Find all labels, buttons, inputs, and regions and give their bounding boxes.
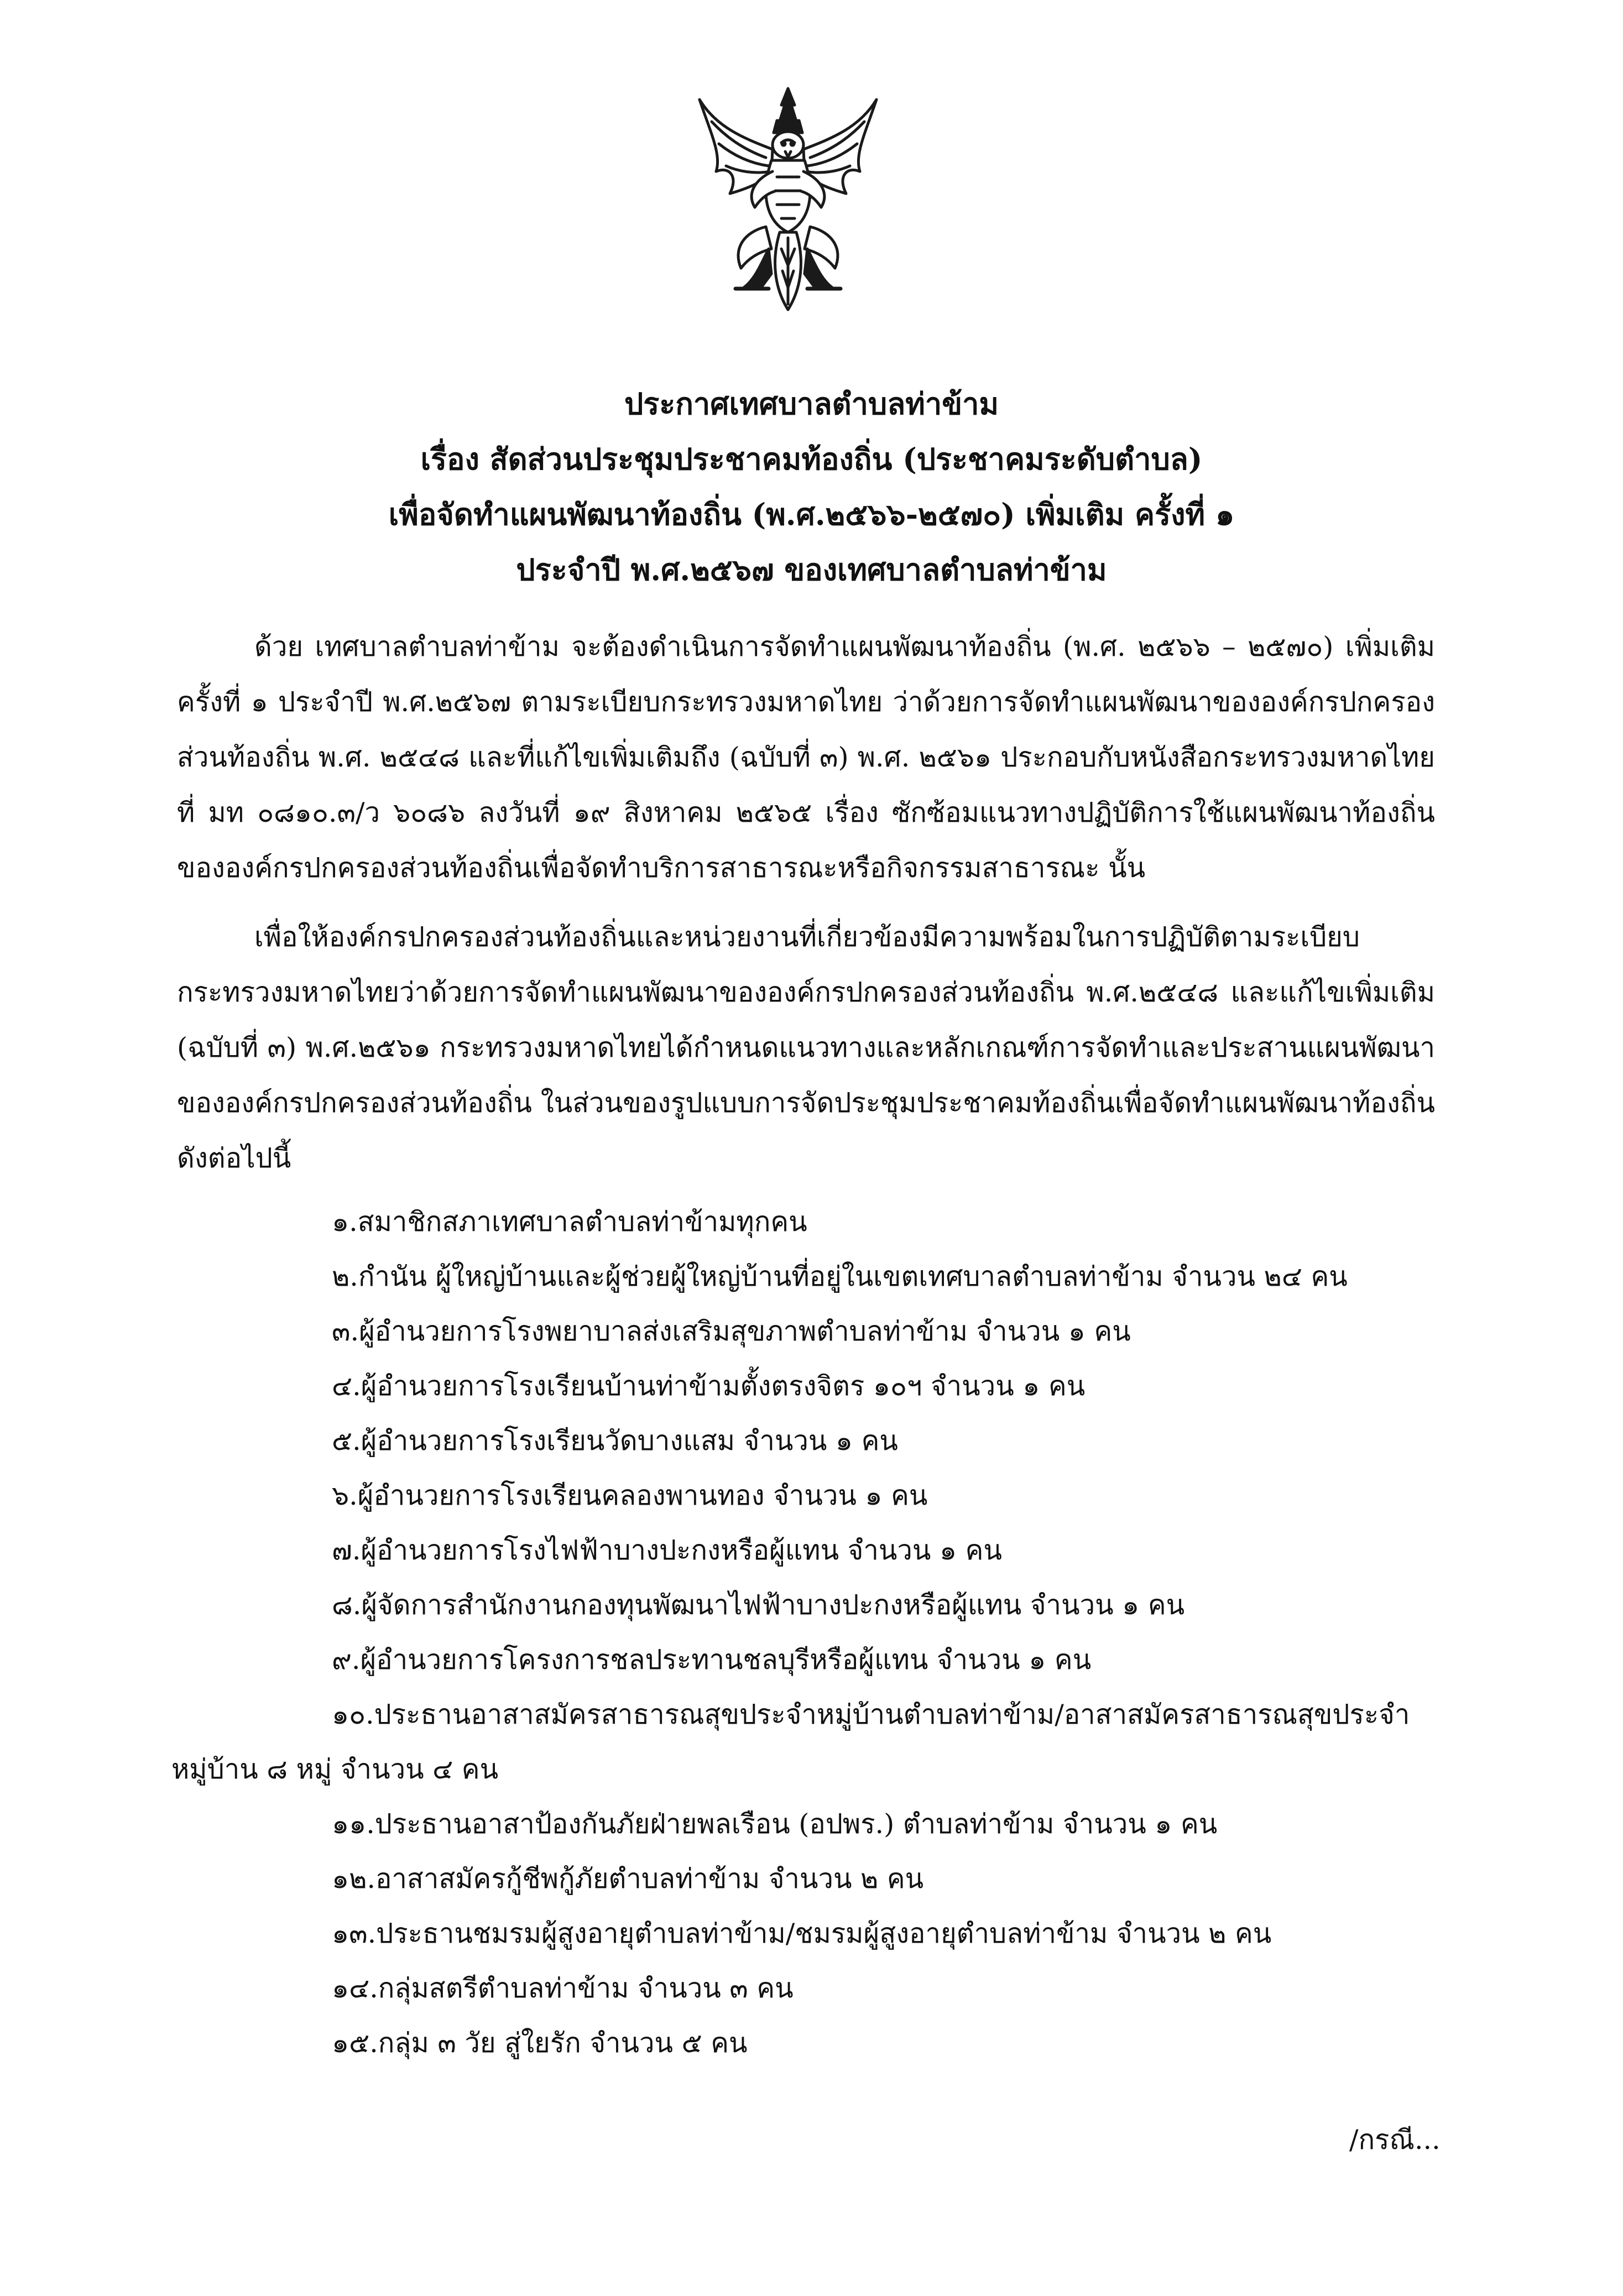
participant-list <box>171 1194 1443 2070</box>
list-item: ๑๔.กลุ่มสตรีตำบลท่าข้าม จำนวน ๓ คน <box>332 1973 794 2004</box>
title-line-2: เรื่อง สัดส่วนประชุมประชาคมท้องถิ่น (ประชาคมระดับตำบล) <box>420 441 1203 477</box>
body-paragraph-1: ด้วย เทศบาลตำบลท่าข้าม จะต้องดำเนินการจัดทำแผนพัฒนาท้องถิ่น (พ.ศ. ๒๕๖๖ – ๒๕๗๐) เพิ่มเติม ครั้งที่ ๑ ประจำปี พ.ศ.๒๕๖๗ ตามระเบียบกระทรวงมหาดไทย ว่าด้วยการจัดทำแผนพัฒนาขององค์กรปกครองส่วนท้องถิ่น พ.ศ. ๒๕๔๘ และที่แก้ไขเพิ่มเติมถึง (ฉบับที่ ๓) พ.ศ. ๒๕๖๑ ประกอบกับหนังสือกระทรวงมหาดไทย ที่ มท ๐๘๑๐.๓/ว ๖๐๘๖ ลงวันที่ ๑๙ สิงหาคม ๒๕๖๕ เรื่อง ซักซ้อมแนวทางปฏิบัติการใช้แผนพัฒนาท้องถิ่นขององค์กรปกครองส่วนท้องถิ่นเพื่อจัดทำบริการสาธารณะหรือกิจกรรมสาธารณะ นั้น <box>177 631 1435 884</box>
announcement-title <box>166 376 1457 597</box>
list-item: ๑๒.อาสาสมัครกู้ชีพกู้ภัยตำบลท่าข้าม จำนวน ๒ คน <box>332 1863 924 1895</box>
list-item: ๑๑.ประธานอาสาป้องกันภัยฝ่ายพลเรือน (อปพร.) ตำบลท่าข้าม จำนวน ๑ คน <box>332 1808 1218 1840</box>
title-line-3: เพื่อจัดทำแผนพัฒนาท้องถิ่น (พ.ศ.๒๕๖๖-๒๕๗๐) เพิ่มเติม ครั้งที่ ๑ <box>388 497 1235 532</box>
list-item: ๘.ผู้จัดการสำนักงานกองทุนพัฒนาไฟฟ้าบางปะกงหรือผู้แทน จำนวน ๑ คน <box>332 1589 1185 1621</box>
garuda-emblem-icon <box>677 83 899 321</box>
continuation-marker: /กรณี... <box>1349 2124 1441 2156</box>
title-line-4: ประจำปี พ.ศ.๒๕๖๗ ของเทศบาลตำบลท่าข้าม <box>516 552 1107 587</box>
list-item: ๓.ผู้อำนวยการโรงพยาบาลส่งเสริมสุขภาพตำบลท่าข้าม จำนวน ๑ คน <box>332 1316 1131 1347</box>
list-item: ๑.สมาชิกสภาเทศบาลตำบลท่าข้ามทุกคน <box>332 1206 807 1238</box>
list-item: ๗.ผู้อำนวยการโรงไฟฟ้าบางปะกงหรือผู้แทน จำนวน ๑ คน <box>332 1535 1002 1566</box>
title-line-1: ประกาศเทศบาลตำบลท่าข้าม <box>624 386 999 421</box>
list-item: ๒.กำนัน ผู้ใหญ่บ้านและผู้ช่วยผู้ใหญ่บ้านที่อยู่ในเขตเทศบาลตำบลท่าข้าม จำนวน ๒๔ คน <box>332 1261 1348 1292</box>
list-item: ๔.ผู้อำนวยการโรงเรียนบ้านท่าข้ามตั้งตรงจิตร ๑๐ฯ จำนวน ๑ คน <box>332 1370 1086 1402</box>
list-item: ๑๐.ประธานอาสาสมัครสาธารณสุขประจำหมู่บ้านตำบลท่าข้าม/อาสาสมัครสาธารณสุขประจำหมู่บ้าน ๘ หมู่ จำนวน ๔ คน <box>171 1699 1410 1785</box>
list-item: ๑๕.กลุ่ม ๓ วัย สู่ใยรัก จำนวน ๕ คน <box>332 2027 748 2059</box>
list-item: ๖.ผู้อำนวยการโรงเรียนคลองพานทอง จำนวน ๑ คน <box>332 1480 928 1511</box>
body-paragraph-2: เพื่อให้องค์กรปกครองส่วนท้องถิ่นและหน่วยงานที่เกี่ยวข้องมีความพร้อมในการปฏิบัติตามระเบียบกระทรวงมหาดไทยว่าด้วยการจัดทำแผนพัฒนาขององค์กรปกครองส่วนท้องถิ่น พ.ศ.๒๕๔๘ และแก้ไขเพิ่มเติม (ฉบับที่ ๓) พ.ศ.๒๕๖๑ กระทรวงมหาดไทยได้กำหนดแนวทางและหลักเกณฑ์การจัดทำและประสานแผนพัฒนาขององค์กรปกครองส่วนท้องถิ่น ในส่วนของรูปแบบการจัดประชุมประชาคมท้องถิ่นเพื่อจัดทำแผนพัฒนาท้องถิ่น ดังต่อไปนี้ <box>177 921 1435 1174</box>
list-item: ๑๓.ประธานชมรมผู้สูงอายุตำบลท่าข้าม/ชมรมผู้สูงอายุตำบลท่าข้าม จำนวน ๒ คน <box>332 1918 1272 1949</box>
list-item: ๕.ผู้อำนวยการโรงเรียนวัดบางแสม จำนวน ๑ คน <box>332 1425 898 1457</box>
list-item: ๙.ผู้อำนวยการโครงการชลประทานชลบุรีหรือผู้แทน จำนวน ๑ คน <box>332 1644 1092 1676</box>
